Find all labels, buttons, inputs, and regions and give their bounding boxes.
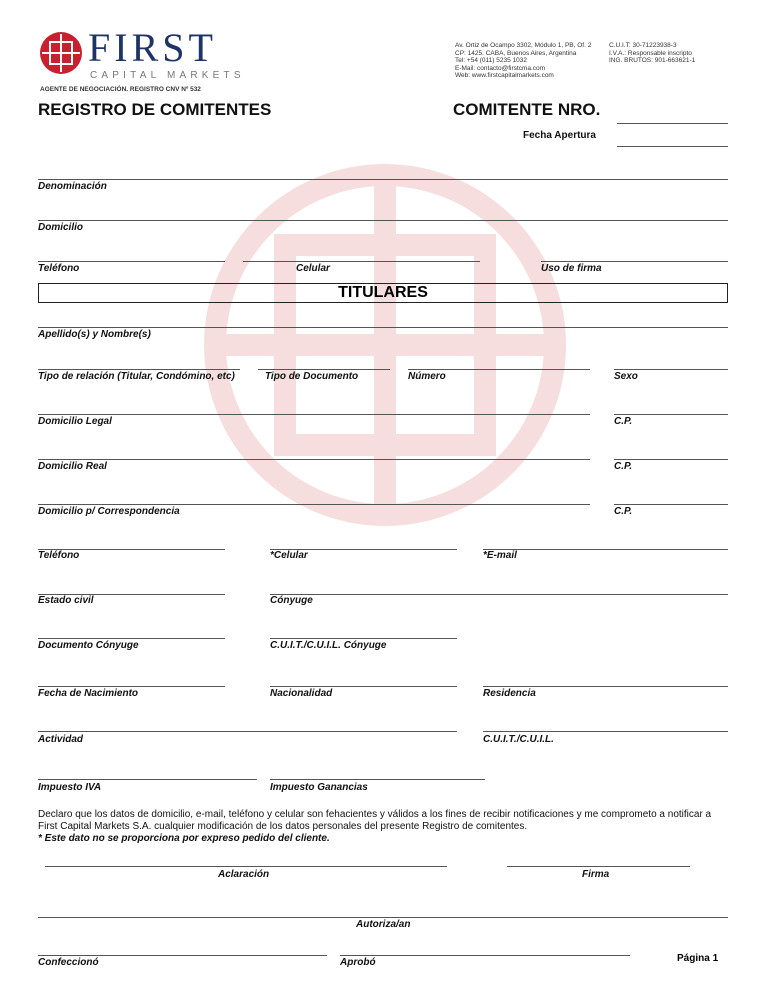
fecha-apertura-field[interactable]: [617, 146, 728, 147]
cp-label: C.P.: [614, 506, 633, 517]
domicilio-real-field[interactable]: [38, 459, 590, 460]
address-line: CP: 1425. CABA, Buenos Aires, Argentina: [455, 49, 577, 57]
autoriza-field[interactable]: [38, 917, 728, 918]
conyuge-field[interactable]: [270, 594, 728, 595]
agent-registration: AGENTE DE NEGOCIACIÓN. REGISTRO CNV Nº 532: [40, 86, 201, 93]
impuesto-iva-field[interactable]: [38, 779, 257, 780]
sexo-label: Sexo: [614, 371, 638, 382]
firma-label: Firma: [582, 869, 610, 880]
cuit-conyuge-field[interactable]: [270, 638, 457, 639]
residencia-field[interactable]: [483, 686, 728, 687]
confecciono-label: Confeccionó: [38, 957, 99, 968]
cuit-field[interactable]: [483, 731, 728, 732]
domicilio-real-label: Domicilio Real: [38, 461, 107, 472]
aprobo-field[interactable]: [340, 955, 630, 956]
cuit-label: C.U.I.T./C.U.I.L.: [483, 734, 554, 745]
cp-label: C.P.: [614, 416, 633, 427]
nacionalidad-label: Nacionalidad: [270, 688, 333, 699]
numero-field[interactable]: [408, 369, 590, 370]
sexo-field[interactable]: [614, 369, 728, 370]
celular-label: Celular: [296, 263, 330, 274]
titulares-section-header: TITULARES: [38, 283, 728, 303]
aclaracion-field[interactable]: [45, 866, 447, 867]
fecha-nacimiento-field[interactable]: [38, 686, 225, 687]
aclaracion-label: Aclaración: [218, 869, 270, 880]
comitente-number-field[interactable]: [617, 123, 728, 124]
numero-label: Número: [408, 371, 446, 382]
watermark-logo: [190, 150, 580, 540]
comitente-number-label: COMITENTE NRO.: [453, 100, 601, 119]
titular-telefono-label: Teléfono: [38, 550, 80, 561]
celular-field[interactable]: [243, 261, 480, 262]
residencia-label: Residencia: [483, 688, 536, 699]
conyuge-label: Cónyuge: [270, 595, 313, 606]
autoriza-label: Autoriza/an: [356, 919, 411, 930]
fecha-nacimiento-label: Fecha de Nacimiento: [38, 688, 139, 699]
page-number: Página 1: [677, 953, 719, 964]
cp-legal-field[interactable]: [614, 414, 728, 415]
domicilio-legal-label: Domicilio Legal: [38, 416, 112, 427]
tipo-documento-label: Tipo de Documento: [265, 371, 359, 382]
titular-email-label: *E-mail: [483, 550, 517, 561]
firma-field[interactable]: [507, 866, 690, 867]
web-line: Web: www.firstcapitalmarkets.com: [455, 72, 554, 79]
denominacion-label: Denominación: [38, 181, 107, 192]
domicilio-correspondencia-field[interactable]: [38, 504, 590, 505]
impuesto-iva-label: Impuesto IVA: [38, 782, 102, 793]
logo-word: FIRST: [88, 25, 217, 70]
cp-correspondencia-field[interactable]: [614, 504, 728, 505]
uso-firma-field[interactable]: [541, 261, 728, 262]
declaration-text: Declaro que los datos de domicilio, e-mail, teléfono y celular son fehacientes y válidos a los fines de recibir notificaciones y me comprometo a notificar a First Capital Markets S.A. cualquier modificación de los datos personales del presente Registro de comitentes.: [38, 809, 712, 832]
cp-real-field[interactable]: [614, 459, 728, 460]
documento-conyuge-field[interactable]: [38, 638, 225, 639]
titular-email-field[interactable]: [483, 549, 728, 550]
tipo-documento-field[interactable]: [258, 369, 390, 370]
uso-firma-label: Uso de firma: [541, 263, 602, 274]
aprobo-label: Aprobó: [340, 957, 376, 968]
logo-emblem-icon: [38, 30, 84, 76]
cuit-line: C.U.I.T: 30-71223938-3: [609, 42, 677, 49]
iibb-line: ING. BRUTOS: 901-663621-1: [609, 57, 696, 64]
telefono-label: Teléfono: [38, 263, 80, 274]
estado-civil-label: Estado civil: [38, 595, 94, 606]
domicilio-legal-field[interactable]: [38, 414, 590, 415]
impuesto-ganancias-field[interactable]: [270, 779, 485, 780]
iva-line: I.V.A.: Responsable inscripto: [609, 49, 692, 57]
telefono-field[interactable]: [38, 261, 225, 262]
tipo-relacion-field[interactable]: [38, 369, 240, 370]
actividad-field[interactable]: [38, 731, 457, 732]
declaration-block: [38, 809, 732, 845]
tipo-relacion-label: Tipo de relación (Titular, Condómino, etc): [38, 371, 235, 382]
fecha-apertura-label: Fecha Apertura: [523, 130, 596, 141]
nacionalidad-field[interactable]: [270, 686, 457, 687]
apellido-field[interactable]: [38, 327, 728, 328]
actividad-label: Actividad: [38, 734, 84, 745]
domicilio-correspondencia-label: Domicilio p/ Correspondencia: [38, 506, 180, 517]
page-title: REGISTRO DE COMITENTES: [38, 100, 272, 119]
confecciono-field[interactable]: [38, 955, 327, 956]
cp-label: C.P.: [614, 461, 633, 472]
tax-info: [609, 42, 695, 65]
footnote: * Este dato no se proporciona por expreso pedido del cliente.: [38, 833, 330, 844]
email-line: E-Mail: contacto@firstcma.com: [455, 64, 546, 72]
domicilio-label: Domicilio: [38, 222, 84, 233]
domicilio-field[interactable]: [38, 220, 728, 221]
logo-subtitle: CAPITAL MARKETS: [90, 70, 245, 81]
titular-celular-label: *Celular: [270, 550, 308, 561]
address-line: Av. Ortiz de Ocampo 3302, Módulo 1, PB, Of. 2: [455, 42, 592, 49]
cuit-conyuge-label: C.U.I.T./C.U.I.L. Cónyuge: [270, 640, 387, 651]
company-address: [455, 42, 591, 80]
denominacion-field[interactable]: [38, 179, 728, 180]
documento-conyuge-label: Documento Cónyuge: [38, 640, 139, 651]
phone-line: Tel: +54 (011) 5235 1032: [455, 57, 527, 64]
impuesto-ganancias-label: Impuesto Ganancias: [270, 782, 368, 793]
apellido-label: Apellido(s) y Nombre(s): [38, 329, 151, 340]
